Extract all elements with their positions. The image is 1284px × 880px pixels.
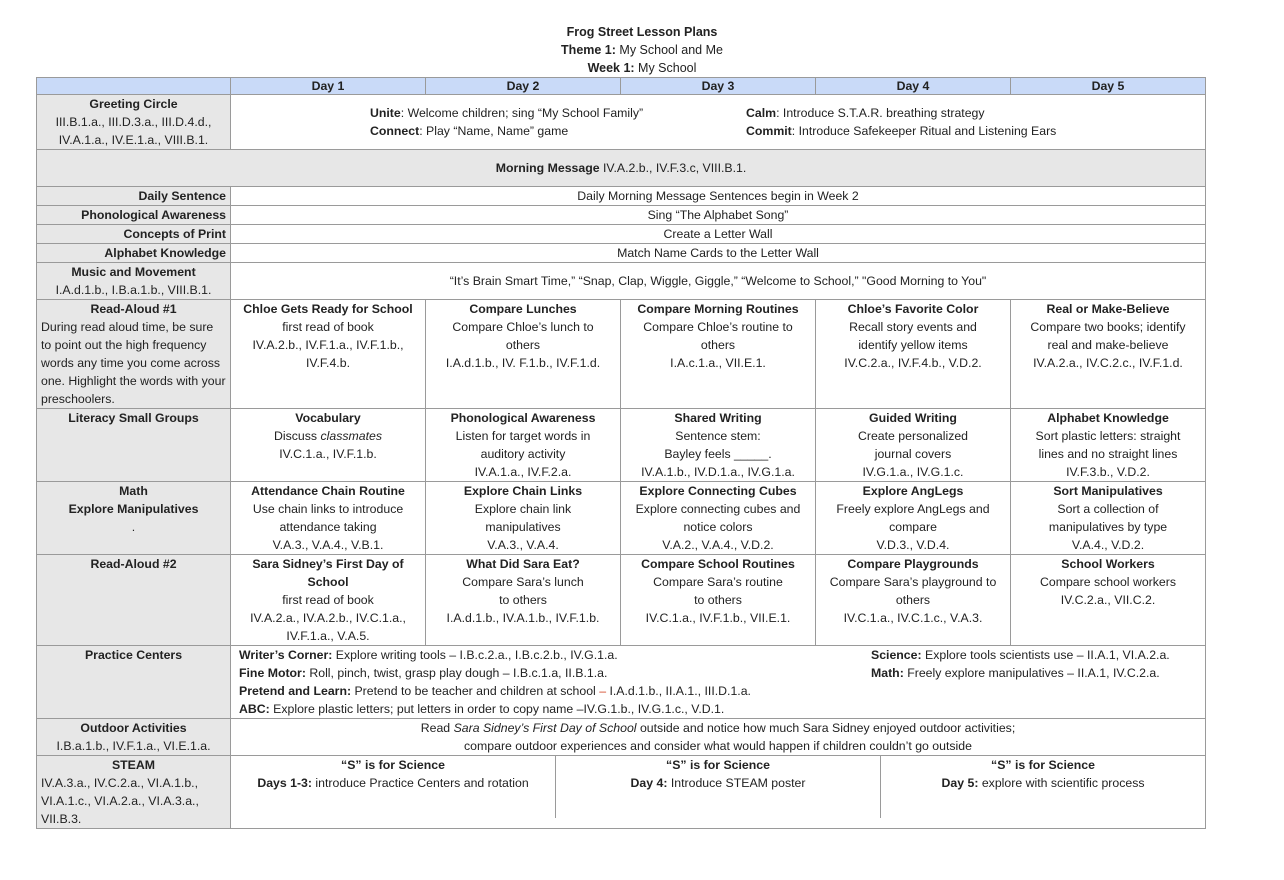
row-label-concepts-print: Concepts of Print xyxy=(37,225,231,244)
read-aloud-2-day3: Compare School Routines Compare Sara’s routine to others IV.C.1.a., IV.F.1.b., VII.E.1. xyxy=(621,555,816,646)
lesson-plan-table xyxy=(36,77,1206,829)
outdoor-content: Read Sara Sidney’s First Day of School outside and notice how much Sara Sidney enjoyed outdoor activities; compare outdoor experiences and consider what would happen if children couldn’t go outside xyxy=(231,719,1206,756)
read-aloud-note: During read aloud time, be sure to point out the high frequency words any time you come across one. Highlight the words with your preschoolers. xyxy=(41,320,226,406)
doc-title: Frog Street Lesson Plans xyxy=(566,25,718,39)
day-header-row xyxy=(37,78,1206,95)
day-header: Day 1 xyxy=(231,78,426,95)
concepts-print-content: Create a Letter Wall xyxy=(231,225,1206,244)
morning-message-row xyxy=(37,150,1206,187)
phonological-row xyxy=(37,206,1206,225)
row-label-read-aloud-1: Read-Aloud #1 During read aloud time, be sure to point out the high frequency words any time you come across one. Highlight the words with your preschoolers. xyxy=(37,300,231,409)
math-day1: Attendance Chain Routine Use chain links to introduce attendance taking V.A.3., V.A.4., V.B.1. xyxy=(231,482,426,555)
row-label-outdoor: Outdoor Activities I.B.a.1.b., IV.F.1.a., VI.E.1.a. xyxy=(37,719,231,756)
week-line: Week 1: My School xyxy=(587,61,697,75)
literacy-row xyxy=(37,409,1206,482)
read-aloud-1-day2: Compare Lunches Compare Chloe’s lunch to others I.A.d.1.b., IV. F.1.b., IV.F.1.d. xyxy=(426,300,621,409)
row-label-steam: STEAM IV.A.3.a., IV.C.2.a., VI.A.1.b., VI.A.1.c., VI.A.2.a., VI.A.3.a., VII.B.3. xyxy=(37,756,231,829)
literacy-day1: Vocabulary Discuss classmates IV.C.1.a., IV.F.1.b. xyxy=(231,409,426,482)
math-row xyxy=(37,482,1206,555)
steam-cell-1: “S” is for Science Days 1-3: introduce Practice Centers and rotation xyxy=(231,756,556,818)
morning-message: Morning Message IV.A.2.b., IV.F.3.c, VIII.B.1. xyxy=(37,150,1206,187)
literacy-day3: Shared Writing Sentence stem: Bayley feels _____. IV.A.1.b., IV.D.1.a., IV.G.1.a. xyxy=(621,409,816,482)
math-day2: Explore Chain Links Explore chain link manipulatives V.A.3., V.A.4. xyxy=(426,482,621,555)
row-label-phonological: Phonological Awareness xyxy=(37,206,231,225)
math-day5: Sort Manipulatives Sort a collection of manipulatives by type V.A.4., V.D.2. xyxy=(1011,482,1206,555)
read-aloud-1-day4: Chloe’s Favorite Color Recall story events and identify yellow items IV.C.2.a., IV.F.4.b., V.D.2. xyxy=(816,300,1011,409)
daily-sentence-content: Daily Morning Message Sentences begin in Week 2 xyxy=(231,187,1206,206)
daily-sentence-row xyxy=(37,187,1206,206)
theme-line: Theme 1: My School and Me xyxy=(561,43,723,57)
row-label-literacy: Literacy Small Groups xyxy=(37,409,231,482)
greeting-content: Unite: Welcome children; sing “My School Family” Connect: Play “Name, Name” game Calm: Introduce S.T.A.R. breathing strategy Commit: Introduce Safekeeper Ritual and Listening Ears xyxy=(231,95,1206,150)
row-label-daily-sentence: Daily Sentence xyxy=(37,187,231,206)
greeting-circle-row xyxy=(37,95,1206,150)
day-header: Day 3 xyxy=(621,78,816,95)
row-label-alphabet: Alphabet Knowledge xyxy=(37,244,231,263)
read-aloud-1-day5: Real or Make-Believe Compare two books; identify real and make-believe IV.A.2.a., IV.C.2.c., IV.F.1.d. xyxy=(1011,300,1206,409)
outdoor-row xyxy=(37,719,1206,756)
day-header: Day 2 xyxy=(426,78,621,95)
math-day4: Explore AngLegs Freely explore AngLegs and compare V.D.3., V.D.4. xyxy=(816,482,1011,555)
math-day3: Explore Connecting Cubes Explore connecting cubes and notice colors V.A.2., V.A.4., V.D.2. xyxy=(621,482,816,555)
read-aloud-2-day4: Compare Playgrounds Compare Sara’s playground to others IV.C.1.a., IV.C.1.c., V.A.3. xyxy=(816,555,1011,646)
steam-cell-3: “S” is for Science Day 5: explore with scientific process xyxy=(941,758,1145,790)
row-label-math: Math Explore Manipulatives . xyxy=(37,482,231,555)
phonological-content: Sing “The Alphabet Song” xyxy=(231,206,1206,225)
literacy-day5: Alphabet Knowledge Sort plastic letters: straight lines and no straight lines IV.F.3.b., V.D.2. xyxy=(1011,409,1206,482)
read-aloud-2-day1: Sara Sidney’s First Day of School first read of book IV.A.2.a., IV.A.2.b., IV.C.1.a., IV.F.1.a., V.A.5. xyxy=(231,555,426,646)
read-aloud-1-row xyxy=(37,300,1206,409)
literacy-day4: Guided Writing Create personalized journal covers IV.G.1.a., IV.G.1.c. xyxy=(816,409,1011,482)
row-label-greeting: Greeting Circle III.B.1.a., III.D.3.a., III.D.4.d., IV.A.1.a., IV.E.1.a., VIII.B.1. xyxy=(37,95,231,150)
literacy-day2: Phonological Awareness Listen for target words in auditory activity IV.A.1.a., IV.F.2.a. xyxy=(426,409,621,482)
read-aloud-2-row xyxy=(37,555,1206,646)
read-aloud-1-day1: Chloe Gets Ready for School first read of book IV.A.2.b., IV.F.1.a., IV.F.1.b., IV.F.4.b. xyxy=(231,300,426,409)
day-header: Day 4 xyxy=(816,78,1011,95)
music-movement-row xyxy=(37,263,1206,300)
read-aloud-1-day3: Compare Morning Routines Compare Chloe’s routine to others I.A.c.1.a., VII.E.1. xyxy=(621,300,816,409)
practice-centers-row xyxy=(37,646,1206,719)
read-aloud-2-day2: What Did Sara Eat? Compare Sara’s lunch to others I.A.d.1.b., IV.A.1.b., IV.F.1.b. xyxy=(426,555,621,646)
row-label-practice-centers: Practice Centers xyxy=(37,646,231,719)
practice-centers-content: Writer’s Corner: Explore writing tools – I.B.c.2.a., I.B.c.2.b., IV.G.1.a. Fine Motor: Roll, pinch, twist, grasp play dough – I.B.c.1.a, II.B.1.a. Science: Explore tools scientists use – II.A.1, VI.A.2.a. Math: Freely explore manipulatives – II.A.1, IV.C.2.a. Pretend and Learn: Pretend to be teacher and children at school – I.A.d.1.b., II.A.1., III.D.1.a. ABC: Explore plastic letters; put letters in order to copy name –IV.G.1.b., IV.G.1.c., V.D.1. xyxy=(231,646,1206,719)
corner-cell xyxy=(37,78,231,95)
alphabet-content: Match Name Cards to the Letter Wall xyxy=(231,244,1206,263)
concepts-print-row xyxy=(37,225,1206,244)
day-header: Day 5 xyxy=(1011,78,1206,95)
read-aloud-2-day5: School Workers Compare school workers IV.C.2.a., VII.C.2. xyxy=(1011,555,1206,646)
steam-content xyxy=(231,756,1206,829)
steam-row xyxy=(37,756,1206,829)
alphabet-row xyxy=(37,244,1206,263)
row-label-read-aloud-2: Read-Aloud #2 xyxy=(37,555,231,646)
music-content: “It’s Brain Smart Time,” “Snap, Clap, Wiggle, Giggle,” “Welcome to School,” "Good Morning to You" xyxy=(231,263,1206,300)
steam-cell-2: “S” is for Science Day 4: Introduce STEAM poster xyxy=(556,756,881,818)
row-label-music: Music and Movement I.A.d.1.b., I.B.a.1.b., VIII.B.1. xyxy=(37,263,231,300)
